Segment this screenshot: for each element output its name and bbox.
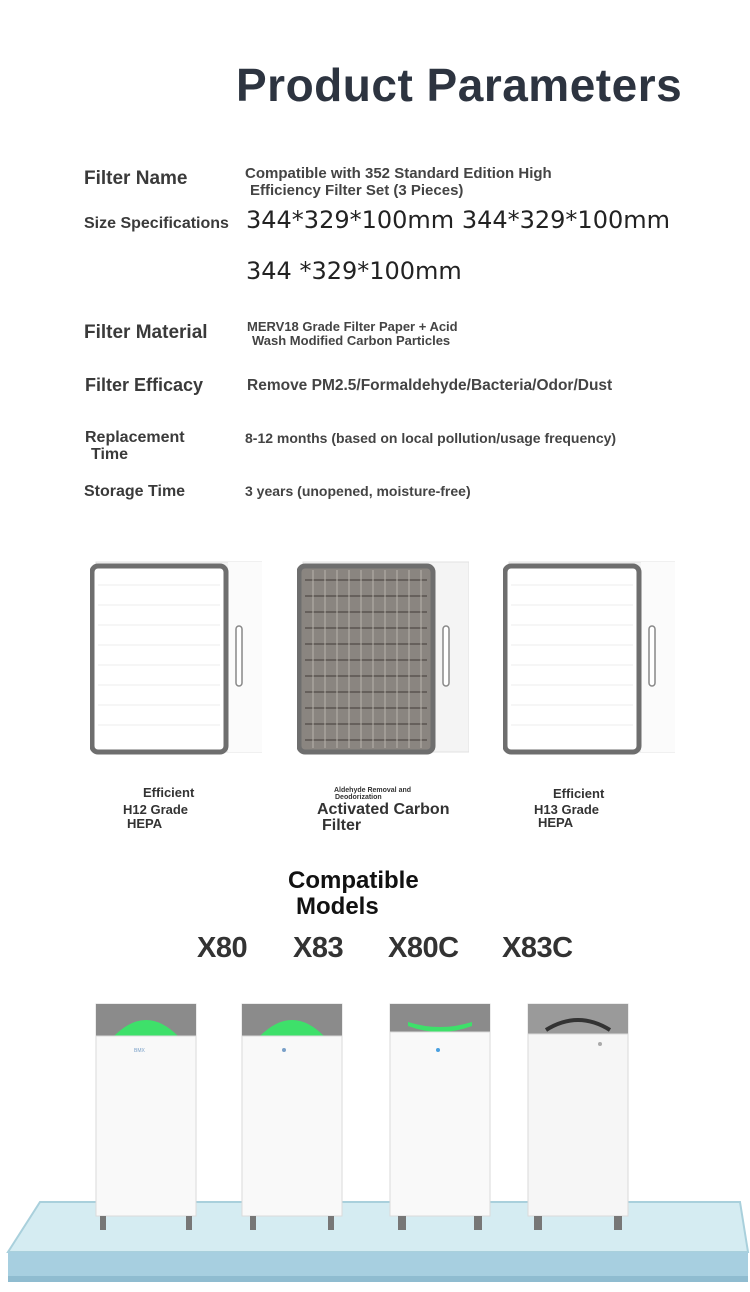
- filter-1-caption-line3: HEPA: [127, 816, 163, 831]
- param-value-size-line2: 344 *329*100mm: [246, 257, 462, 285]
- filter-3-caption-line1: Efficient: [553, 786, 605, 801]
- page-title: Product Parameters: [236, 59, 683, 111]
- param-label-filter-name: Filter Name: [84, 168, 188, 189]
- param-value-efficacy: Remove PM2.5/Formaldehyde/Bacteria/Odor/Dust: [247, 377, 613, 394]
- param-label-storage: Storage Time: [84, 483, 186, 500]
- filter-2-caption-line3: Filter: [322, 817, 362, 834]
- carbon-filter-image: [297, 560, 469, 756]
- param-label-efficacy: Filter Efficacy: [85, 375, 204, 395]
- filter-2-caption-line1b: Deodorization: [335, 794, 382, 801]
- filter-3-caption-line3: HEPA: [538, 815, 574, 830]
- compatible-models-heading: Compatible Models: [288, 867, 419, 920]
- param-value-material: MERV18 Grade Filter Paper + Acid Wash Modified Carbon Particles: [247, 319, 458, 348]
- param-value-replacement: 8-12 months (based on local pollution/usage frequency): [245, 430, 617, 446]
- model-x80: X80: [197, 932, 248, 964]
- model-x80c: X80C: [388, 932, 459, 964]
- filter-3-caption-line2: H13 Grade: [534, 802, 600, 817]
- param-label-material: Filter Material: [84, 322, 208, 343]
- param-value-filter-name: Compatible with 352 Standard Edition High Efficiency Filter Set (3 Pieces): [245, 165, 552, 199]
- hepa-filter-h12-image: [90, 560, 262, 756]
- purifier-x83-image: [240, 996, 344, 1236]
- param-value-storage: 3 years (unopened, moisture-free): [245, 483, 471, 499]
- hepa-filter-h13-image: [503, 560, 675, 756]
- param-label-size: Size Specifications: [84, 215, 229, 232]
- param-value-size-line1: 344*329*100mm 344*329*100mm: [246, 206, 670, 234]
- param-label-replacement: Replacement Time: [85, 429, 185, 463]
- filter-1-caption-line1: Efficient: [143, 785, 195, 800]
- model-x83c: X83C: [502, 932, 573, 964]
- purifier-x83c-image: [526, 996, 630, 1236]
- filter-1-caption-line2: H12 Grade: [123, 802, 189, 817]
- model-x83: X83: [293, 932, 344, 964]
- svg-text:BMX: BMX: [134, 1048, 145, 1054]
- filter-2-caption-line1: Aldehyde Removal and: [334, 787, 412, 794]
- purifier-x80-image: [94, 996, 198, 1236]
- filter-2-caption-line2: Activated Carbon: [317, 801, 450, 818]
- purifier-x80c-image: [388, 996, 492, 1236]
